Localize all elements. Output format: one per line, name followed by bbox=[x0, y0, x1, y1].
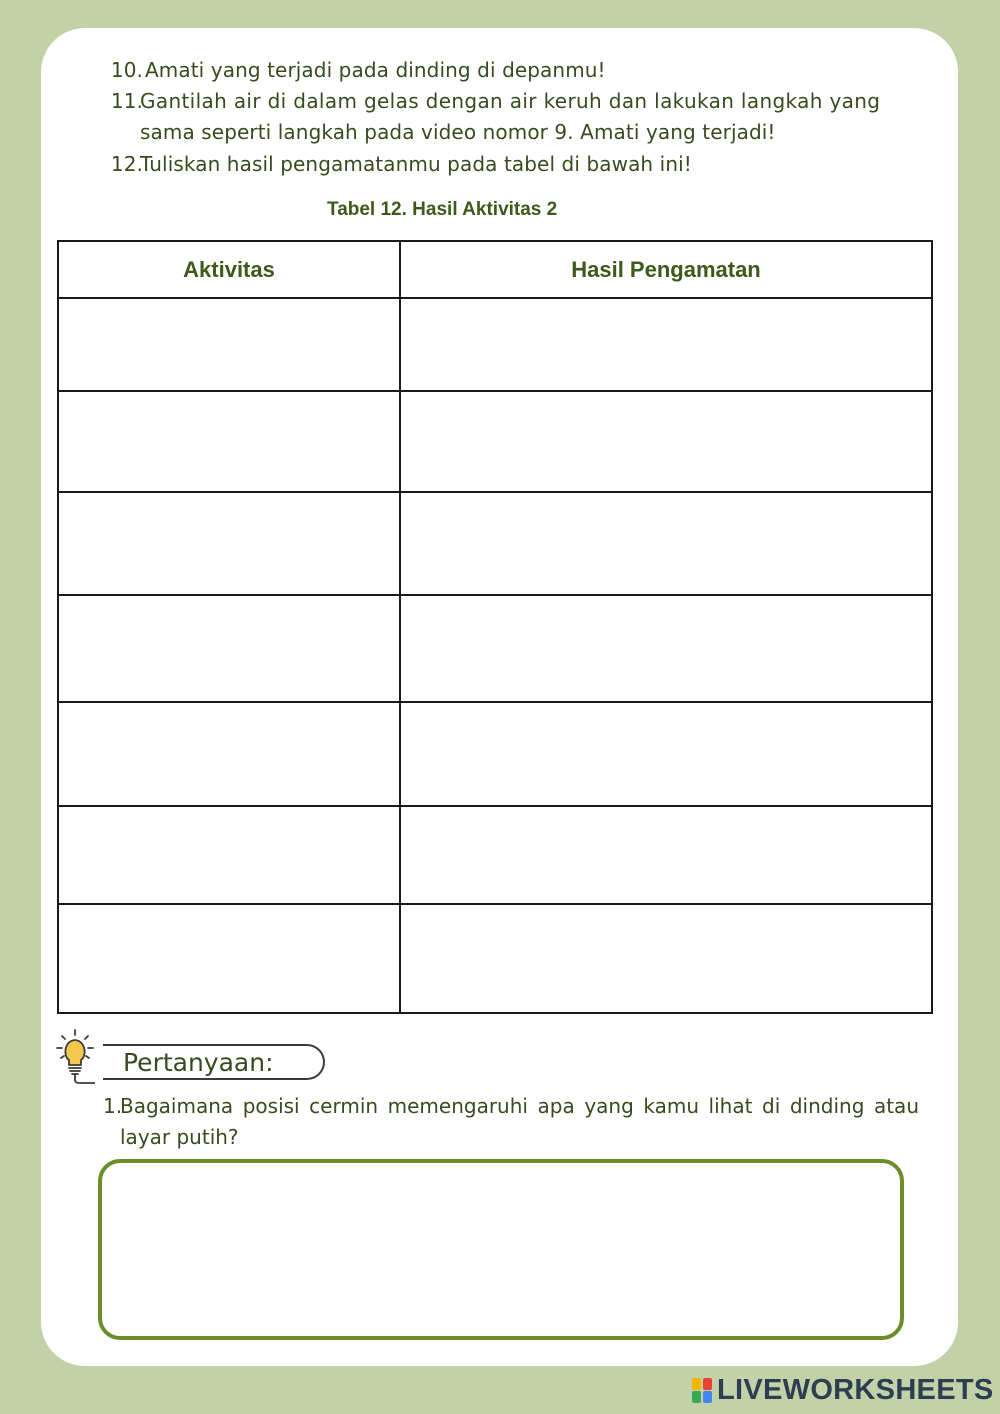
header-aktivitas: Aktivitas bbox=[58, 241, 400, 298]
activity-cell[interactable] bbox=[58, 806, 400, 904]
table-row bbox=[58, 298, 932, 391]
instruction-text: Tuliskan hasil pengamatanmu pada tabel di bawah ini! bbox=[140, 152, 692, 176]
table-row bbox=[58, 492, 932, 595]
lightbulb-icon bbox=[55, 1028, 95, 1084]
instruction-text: Amati yang terjadi pada dinding di depanmu! bbox=[145, 58, 606, 82]
instruction-text: Gantilah air di dalam gelas dengan air keruh dan lakukan langkah yang bbox=[140, 89, 881, 113]
instruction-number: 11. bbox=[110, 89, 143, 113]
result-cell[interactable] bbox=[400, 806, 932, 904]
table-row bbox=[58, 904, 932, 1013]
question-text: Bagaimana posisi cermin memengaruhi apa yang kamu lihat di dinding atau layar putih? bbox=[120, 1094, 919, 1149]
logo-text: LIVEWORKSHEETS bbox=[717, 1373, 994, 1406]
result-cell[interactable] bbox=[400, 595, 932, 702]
result-cell[interactable] bbox=[400, 702, 932, 806]
instruction-text: sama seperti langkah pada video nomor 9. Amati yang terjadi! bbox=[140, 120, 776, 144]
activity-cell[interactable] bbox=[58, 904, 400, 1013]
activity-cell[interactable] bbox=[58, 298, 400, 391]
section-header-label: Pertanyaan: bbox=[123, 1048, 274, 1077]
activity-cell[interactable] bbox=[58, 492, 400, 595]
result-cell[interactable] bbox=[400, 391, 932, 492]
result-cell[interactable] bbox=[400, 904, 932, 1013]
table-row bbox=[58, 595, 932, 702]
instruction-number: 10. bbox=[110, 58, 143, 82]
instruction-number: 12. bbox=[110, 152, 143, 176]
worksheet-page bbox=[41, 28, 958, 1366]
table-caption: Tabel 12. Hasil Aktivitas 2 bbox=[327, 199, 558, 220]
activity-cell[interactable] bbox=[58, 702, 400, 806]
answer-box[interactable] bbox=[98, 1159, 904, 1340]
liveworksheets-logo bbox=[692, 1374, 994, 1406]
observation-table bbox=[57, 240, 933, 1014]
logo-mark-icon bbox=[692, 1376, 714, 1404]
question-number: 1. bbox=[103, 1094, 123, 1118]
table-row bbox=[58, 391, 932, 492]
table-header-row bbox=[58, 241, 932, 298]
activity-cell[interactable] bbox=[58, 595, 400, 702]
activity-cell[interactable] bbox=[58, 391, 400, 492]
table-row bbox=[58, 702, 932, 806]
table-row bbox=[58, 806, 932, 904]
header-hasil-pengamatan: Hasil Pengamatan bbox=[400, 241, 932, 298]
result-cell[interactable] bbox=[400, 298, 932, 391]
result-cell[interactable] bbox=[400, 492, 932, 595]
